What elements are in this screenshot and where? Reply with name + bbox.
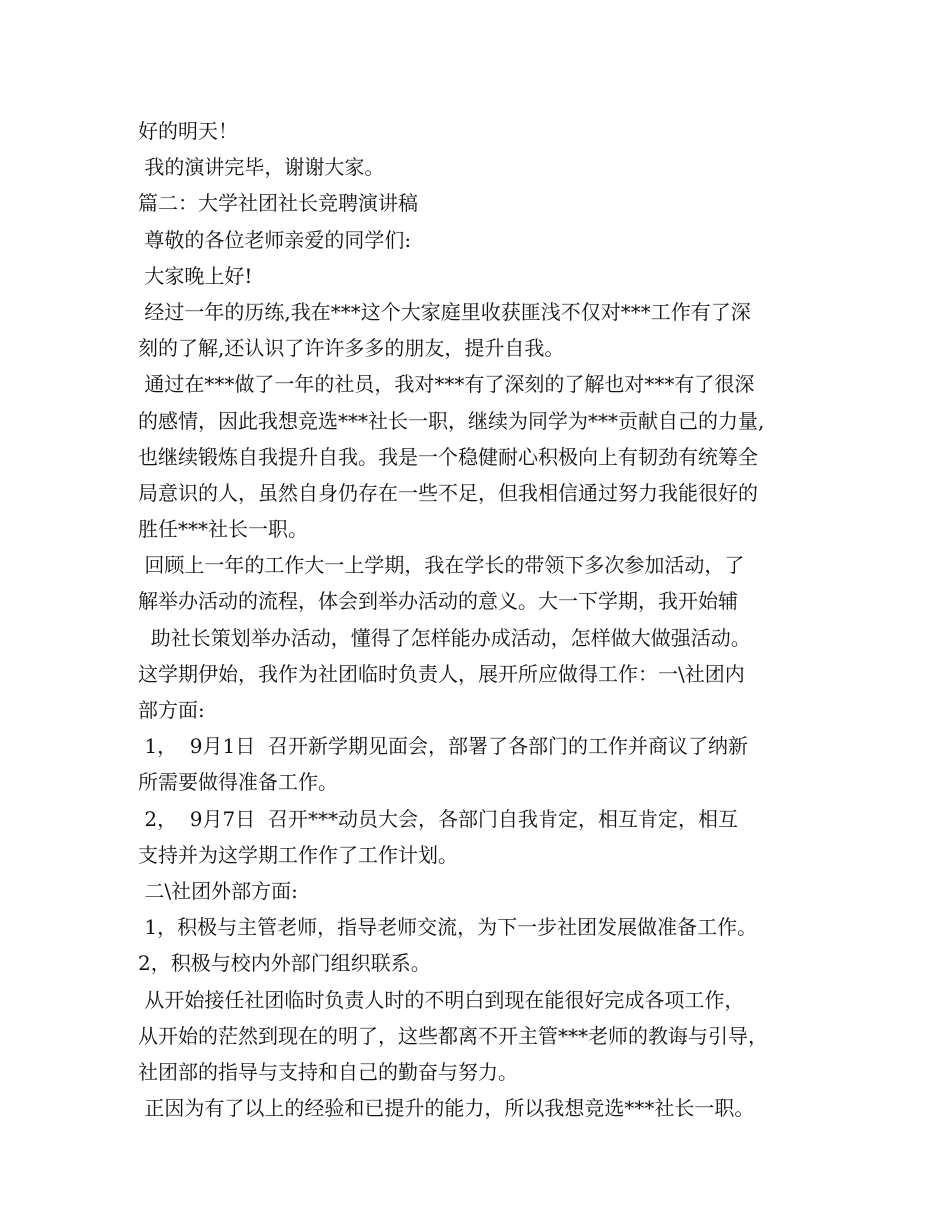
- text-line: 经过一年的历练,我在***这个大家庭里收获匪浅不仅对***工作有了深: [138, 299, 751, 324]
- text-line: 也继续锻炼自我提升自我。我是一个稳健耐心积极向上有韧劲有统筹全: [138, 444, 758, 469]
- text-line: 正因为有了以上的经验和已提升的能力，所以我想竞选***社长一职。: [138, 1096, 755, 1121]
- section-heading: 篇二：大学社团社长竞聘演讲稿: [138, 191, 418, 216]
- text-line: 二\社团外部方面:: [138, 878, 298, 903]
- text-line: 从开始的茫然到现在的明了，这些都离不开主管***老师的教诲与引导，: [138, 1023, 768, 1048]
- text-line: 解举办活动的流程，体会到举办活动的意义。大一下学期，我开始辅: [138, 589, 738, 614]
- text-line: 1，积极与主管老师，指导老师交流，为下一步社团发展做准备工作。: [138, 915, 758, 940]
- text-line: 好的明天！: [138, 119, 238, 143]
- text-line: 我的演讲完毕，谢谢大家。: [138, 155, 385, 180]
- text-line: 回顾上一年的工作大一上学期，我在学长的带领下多次参加活动，了: [138, 553, 745, 578]
- text-line: 通过在***做了一年的社员，我对***有了深刻的了解也对***有了很深: [138, 372, 755, 397]
- document-body: [138, 113, 838, 1126]
- text-line: 助社长策划举办活动，懂得了怎样能办成活动，怎样做大做强活动。: [138, 625, 751, 650]
- text-line: 所需要做得准备工作。: [138, 770, 338, 795]
- text-line: 局意识的人，虽然自身仍存在一些不足，但我相信通过努力我能很好的: [138, 480, 758, 505]
- text-line: 的感情，因此我想竞选***社长一职，继续为同学为***贡献自己的力量,: [138, 408, 765, 433]
- text-line: 2，积极与校内外部门组织联系。: [138, 951, 431, 976]
- text-line: 大家晚上好!: [138, 263, 253, 288]
- text-line: 胜任***社长一职。: [138, 517, 308, 542]
- text-line: 刻的了解,还认识了许许多多的朋友，提升自我。: [138, 336, 565, 361]
- text-line: 社团部的指导与支持和自己的勤奋与努力。: [138, 1059, 518, 1084]
- text-line: 部方面:: [138, 698, 205, 722]
- text-line: 2， 9月7日 召开***动员大会，各部门自我肯定，相互肯定，相互: [138, 806, 738, 831]
- text-line: 支持并为这学期工作作了工作计划。: [138, 842, 458, 867]
- text-line: 尊敬的各位老师亲爱的同学们:: [138, 227, 412, 252]
- text-line: 从开始接任社团临时负责人时的不明白到现在能很好完成各项工作，: [138, 987, 745, 1012]
- text-line: 1， 9月1日 召开新学期见面会，部署了各部门的工作并商议了纳新: [138, 734, 748, 759]
- text-line: 这学期伊始，我作为社团临时负责人，展开所应做得工作：一\社团内: [138, 661, 745, 686]
